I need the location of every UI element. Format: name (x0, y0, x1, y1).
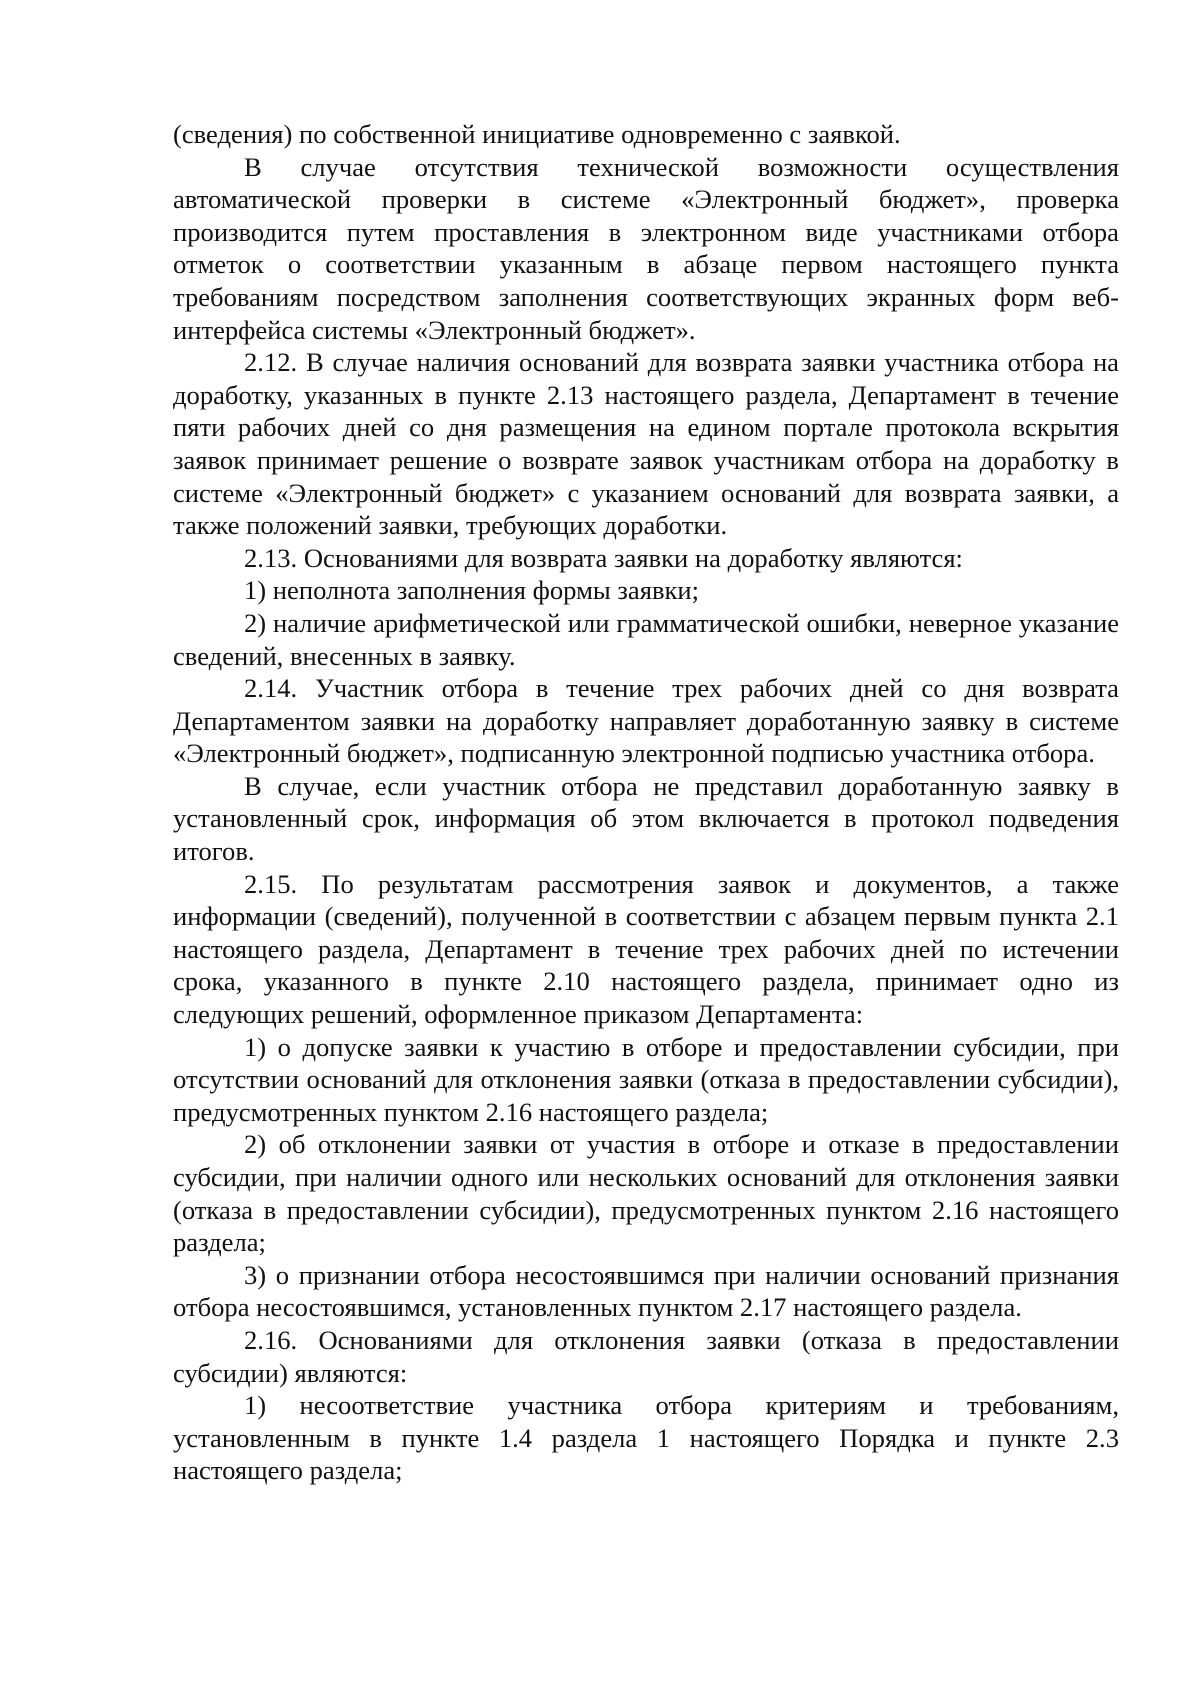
paragraph-2-15: 2.15. По результатам рассмотрения заявок и документов, а также информации (сведений), полученной в соответствии с абзацем первым пункта 2.1 настоящего раздела, Департамент в течение трех рабочих дней по истечении срока, указанного в пункте 2.10 настоящего раздела, принимает одно из следующих решений, оформленное приказом Департамента: (173, 868, 1119, 1030)
paragraph-2-15-item-3: 3) о признании отбора несостоявшимся при наличии оснований признания отбора несостоявшимся, установленных пунктом 2.17 настоящего раздела. (173, 1259, 1119, 1323)
document-page (173, 118, 1119, 1487)
paragraph-2-16: 2.16. Основаниями для отклонения заявки (отказа в предоставлении субсидии) являются: (173, 1324, 1119, 1388)
paragraph-2-14: 2.14. Участник отбора в течение трех рабочих дней со дня возврата Департаментом заявки на доработку направляет доработанную заявку в системе «Электронный бюджет», подписанную электронной подписью участника отбора. (173, 673, 1119, 769)
paragraph-2-16-item-1: 1) несоответствие участника отбора критериям и требованиям, установленным в пункте 1.4 раздела 1 настоящего Порядка и пункте 2.3 настоящего раздела; (173, 1390, 1119, 1486)
paragraph-2-13: 2.13. Основаниями для возврата заявки на доработку являются: (244, 542, 963, 573)
paragraph-automatic-check: В случае отсутствия технической возможности осуществления автоматической проверки в системе «Электронный бюджет», проверка производится путем проставления в электронном виде участниками отбора отметок о соответствии указанным в абзаце первом настоящего пункта требованиям посредством заполнения соответствующих экранных форм веб-интерфейса системы «Электронный бюджет». (173, 151, 1119, 345)
paragraph-2-15-item-2: 2) об отклонении заявки от участия в отборе и отказе в предоставлении субсидии, при наличии одного или нескольких оснований для отклонения заявки (отказа в предоставлении субсидии), предусмотренных пунктом 2.16 настоящего раздела; (173, 1129, 1119, 1258)
paragraph-2-12: 2.12. В случае наличия оснований для возврата заявки участника отбора на доработку, указанных в пункте 2.13 настоящего раздела, Департамент в течение пяти рабочих дней со дня размещения на едином портале протокола вскрытия заявок принимает решение о возврате заявок участникам отбора на доработку в системе «Электронный бюджет» с указанием оснований для возврата заявки, а также положений заявки, требующих доработки. (173, 347, 1119, 541)
paragraph-2-15-item-1: 1) о допуске заявки к участию в отборе и предоставлении субсидии, при отсутствии оснований для отклонения заявки (отказа в предоставлении субсидии), предусмотренных пунктом 2.16 настоящего раздела; (173, 1031, 1119, 1127)
paragraph-2-14-note: В случае, если участник отбора не представил доработанную заявку в установленный срок, информация об этом включается в протокол подведения итогов. (173, 770, 1119, 867)
paragraph-2-13-item-2: 2) наличие арифметической или грамматической ошибки, неверное указание сведений, внесенных в заявку. (173, 607, 1119, 671)
paragraph-continuation: (сведения) по собственной инициативе одновременно с заявкой. (173, 119, 901, 149)
paragraph-2-13-item-1: 1) неполнота заполнения формы заявки; (244, 575, 700, 606)
